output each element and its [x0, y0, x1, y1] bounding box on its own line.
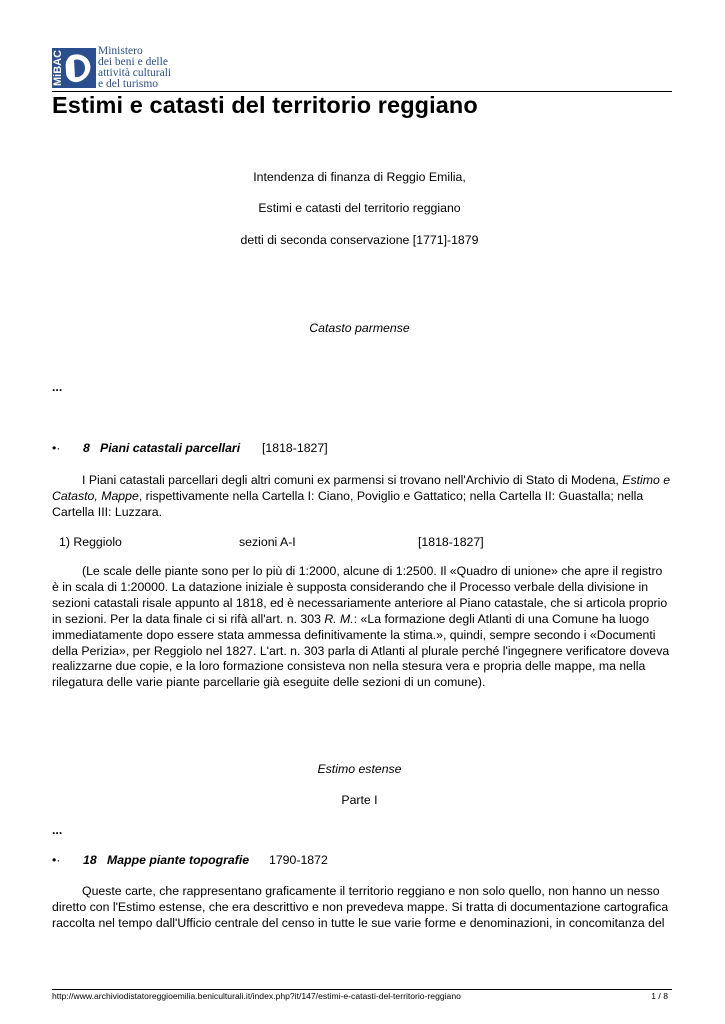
series-dates: [1818-1827] [262, 441, 328, 455]
mibac-emblem-icon [52, 46, 96, 90]
ministry-logo [52, 46, 212, 92]
ellipsis: ... [52, 823, 63, 837]
series-number: 18 [83, 853, 97, 867]
footer-divider [52, 989, 672, 990]
paragraph [52, 473, 672, 521]
page-title: Estimi e catasti del territorio reggiano [52, 92, 478, 118]
paragraph [52, 564, 672, 691]
logo-line: Ministero [98, 45, 143, 57]
paragraph-text: I Piani catastali parcellari degli altri comuni ex parmensi si trovano nell'Archivio di Stato di Modena, [82, 473, 623, 487]
series-title: Piani catastali parcellari [100, 441, 241, 455]
logo-text [98, 46, 171, 90]
series-title: Mappe piante topografie [107, 853, 250, 867]
paragraph: Queste carte, che rappresentano graficamente il territorio reggiano e non solo quello, non hanno un nesso diretto con l'Estimo estense, che era descrittivo e non prevedeva mappe. Si tratta di documentazione cartografica raccolta nel tempo dall'Ufficio centrale del censo in tutte le sue varie forme e denominazioni, in concomitanza del [52, 884, 669, 930]
paragraph-text: , rispettivamente nella Cartella I: Ciano, Poviglio e Gattatico; nella Cartella II: Guastalla; nella Cartella III: Luzzara. [52, 488, 644, 519]
logo-line: dei beni e delle [98, 56, 168, 68]
section-heading: Catasto parmense [309, 321, 410, 335]
series-number: 8 [83, 441, 90, 455]
series-dates: 1790-1872 [269, 853, 328, 867]
emblem-text: MiBAC [52, 49, 64, 86]
paragraph-text: (Le scale delle piante sono per lo più di 1:2000, alcune di 1:2500. Il «Quadro di unione» che apre il registro è in scala di 1:20000. La datazione iniziale è supposta considerando che il Processo verbale della divisione in sezioni catastali risale appunto al 1818, ed è necessariamente anteriore al Piano catastale, che si articola proprio in sezioni. Per la data finale ci si rifà all'art. n. 303 [52, 564, 668, 626]
logo-line: e del turismo [98, 78, 159, 90]
paragraph-italic: Estimo e Catasto, Mappe [52, 473, 671, 503]
paragraph-italic: R. M. [324, 611, 354, 626]
unit-name: 1) Reggiolo [59, 535, 122, 549]
paragraph-text: : «La formazione degli Atlanti di una Comune ha luogo immediatamente dopo essere stata ammessa definitivamente la stima.», quindi, sempre secondo i «Documenti della Perizia», per Reggiolo nel 1827. L'art. n. 303 parla di Atlanti al plurale perché l'ingegnere verificatore doveva realizzarne due copie, e la loro formazione consisteva non nella stesura vera e propria delle mappe, ma nella rilegatura delle varie piante parcellarie già eseguite delle sezioni di un comune). [52, 611, 670, 690]
unit-sections: sezioni A-I [239, 535, 296, 549]
ellipsis: ... [52, 380, 63, 394]
footer-url-link[interactable]: http://www.archiviodistatoreggioemilia.beniculturali.it/index.php?it/147/estimi-e-catasti-del-territorio-reggiano [52, 991, 461, 1001]
bullet: •· [52, 441, 61, 455]
intro-line: Intendenza di finanza di Reggio Emilia, [253, 170, 466, 184]
logo-line: attività culturali [98, 67, 172, 79]
bullet: •· [52, 853, 61, 867]
intro-line: Estimi e catasti del territorio reggiano [258, 201, 461, 215]
section-heading: Estimo estense [317, 762, 402, 776]
page-number: 1 / 8 [651, 991, 668, 1001]
unit-dates: [1818-1827] [418, 535, 484, 549]
section-subheading: Parte I [341, 793, 378, 807]
intro-line: detti di seconda conservazione [1771]-1879 [240, 233, 479, 247]
